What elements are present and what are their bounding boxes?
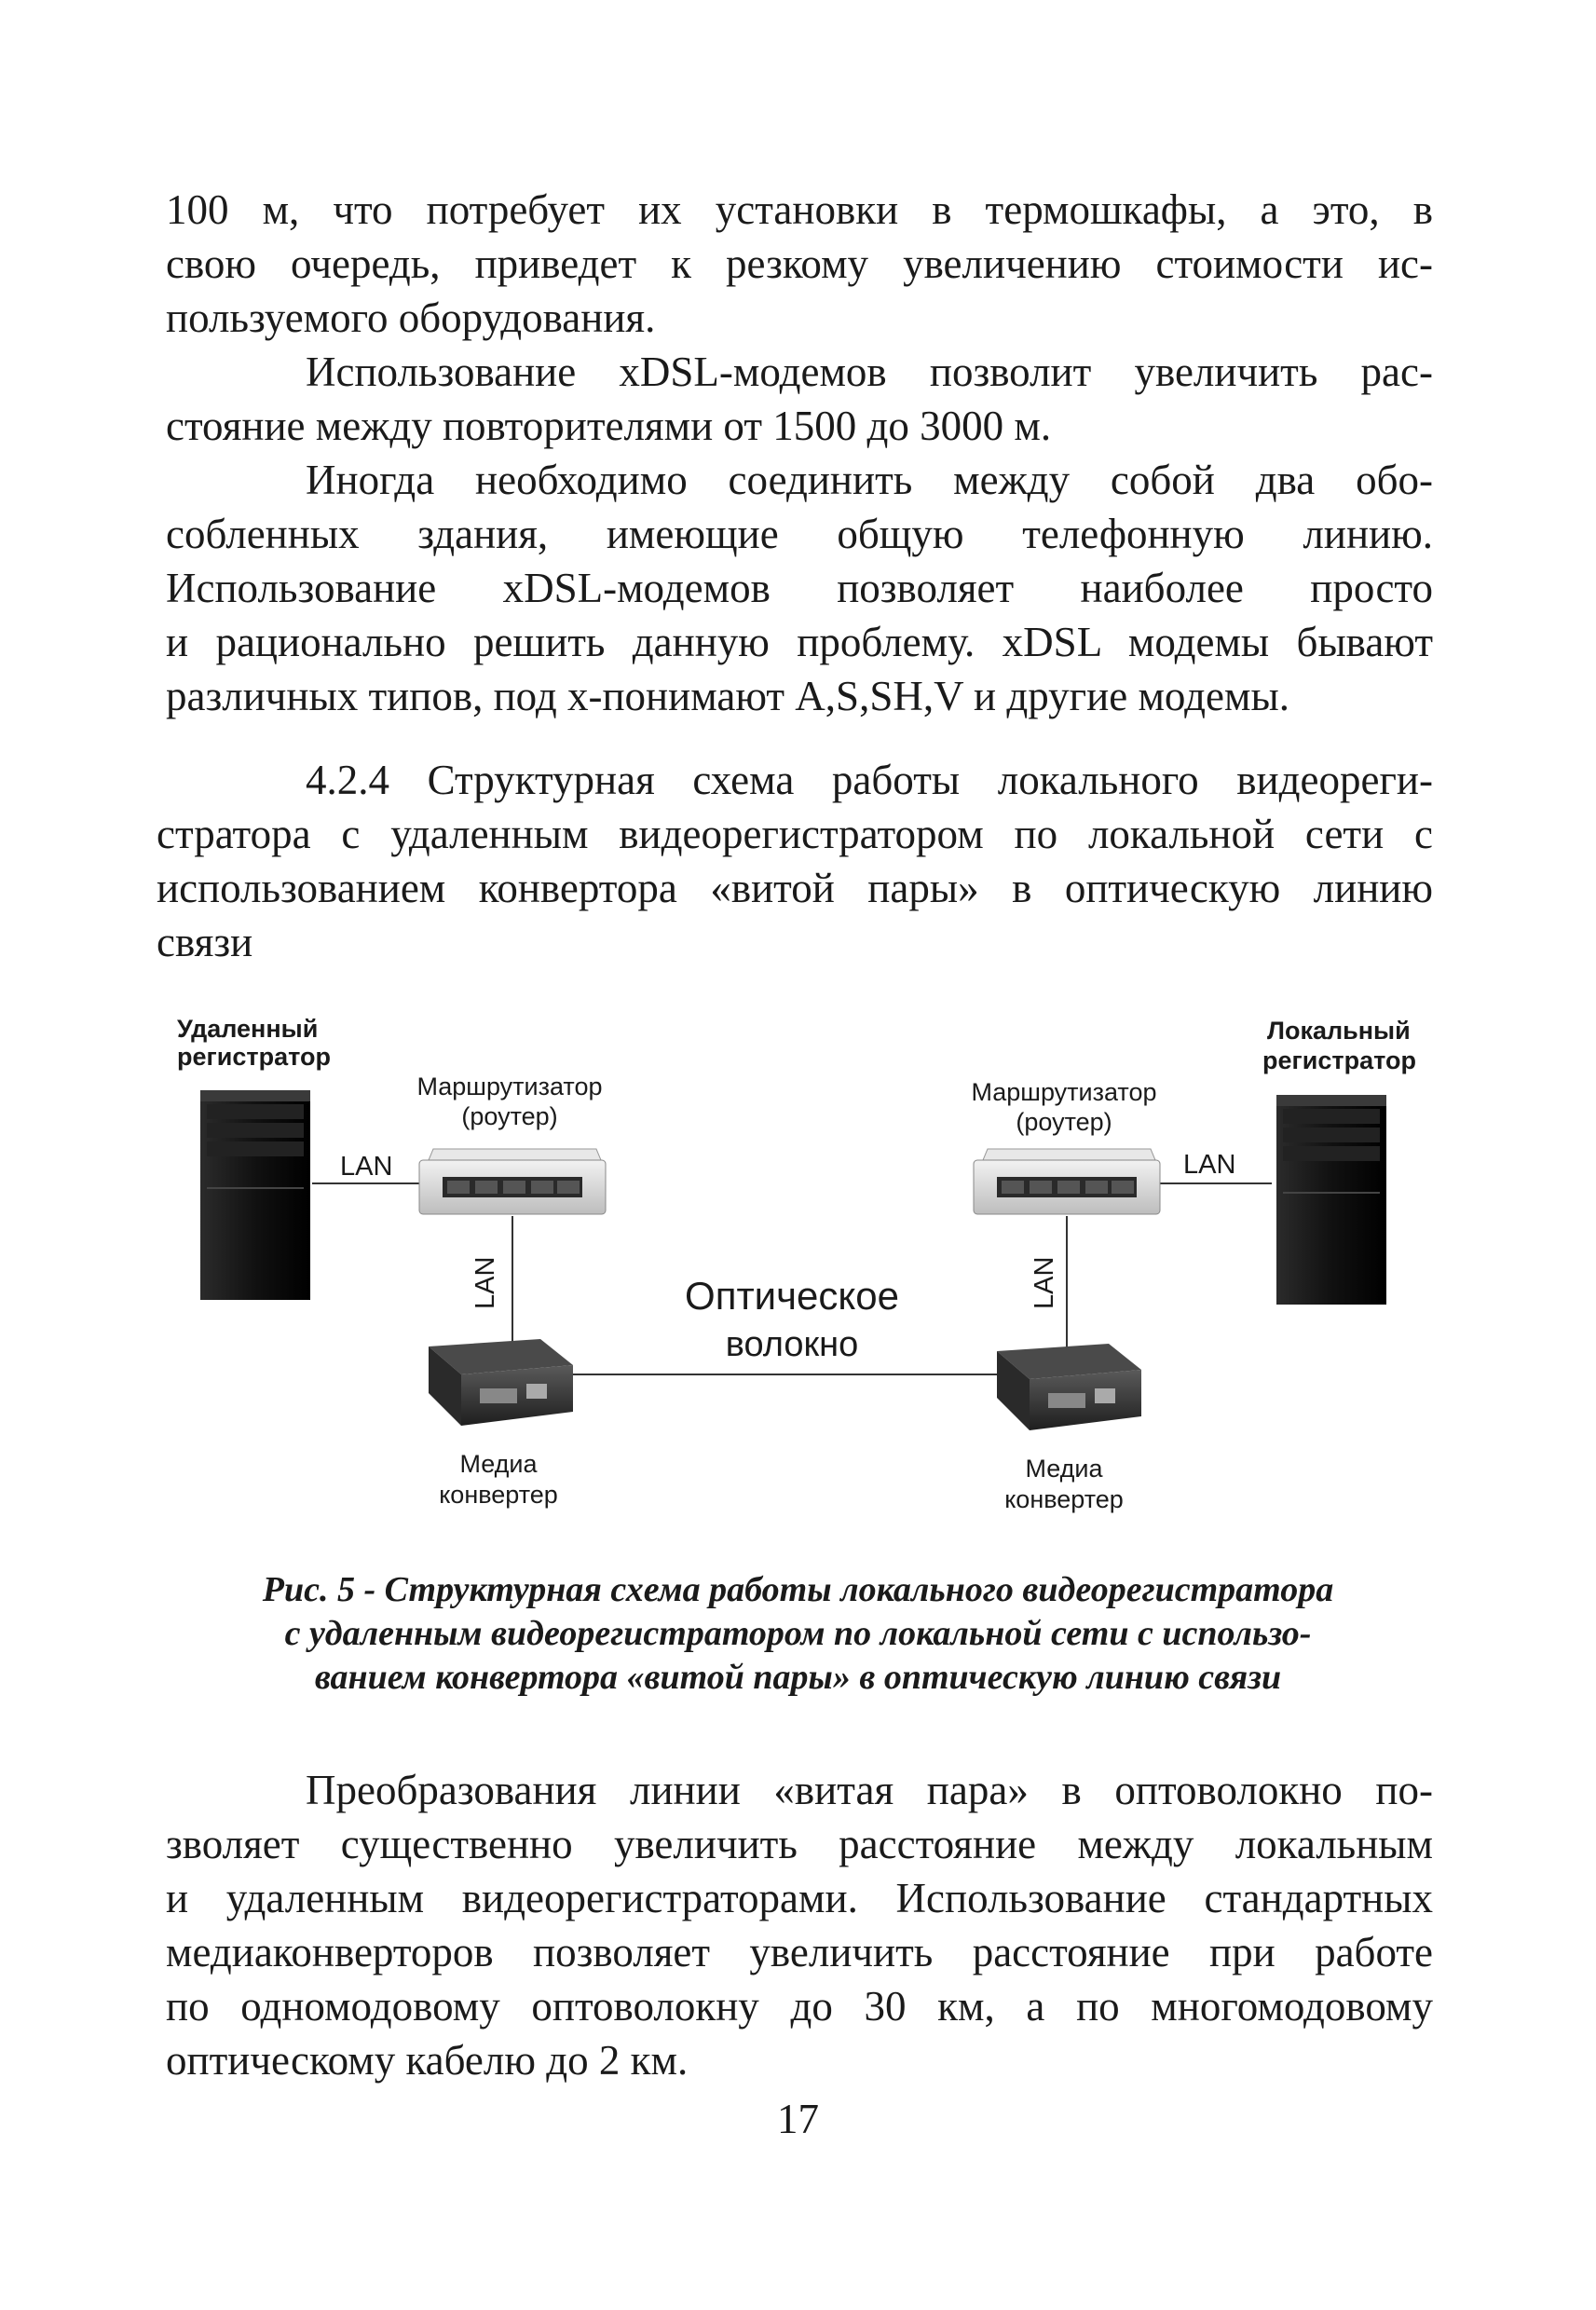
remote-recorder-label-2: регистратор [177,1043,331,1071]
text-line: и удаленным видеорегистраторами. Использование стандартных [166,1875,1433,1921]
text-line: стояние между повторителями от 1500 до 3000 м. [166,403,1052,449]
figure-caption [149,1568,1447,1700]
paragraph-2 [166,345,1433,453]
fiber-label-2: волокно [725,1325,859,1364]
router-left-label-2: (роутер) [461,1102,558,1130]
lan-label-right: LAN [1183,1150,1236,1180]
router-left-label-1: Маршрутизатор [416,1073,603,1100]
media-converter-left-icon [429,1339,573,1426]
caption-line: с удаленным видеорегистратором по локальной сети с использо- [284,1614,1312,1653]
text-line: Использование xDSL-модемов позволяет наиболее просто [166,565,1433,611]
router-right-label-2: (роутер) [1016,1108,1112,1136]
section-heading [157,753,1433,969]
router-right-label-1: Маршрутизатор [971,1078,1157,1106]
text-line: связи [157,919,253,965]
router-left-icon [419,1149,606,1214]
text-line: оптическому кабелю до 2 км. [166,2037,689,2084]
text-line: собленных здания, имеющие общую телефонную линию. [166,511,1433,557]
local-recorder-label-2: регистратор [1262,1046,1416,1074]
text-line: 100 м, что потребует их установки в термошкафы, а это, в [166,186,1433,233]
text-line: различных типов, под x-понимают A,S,SH,V и другие модемы. [166,673,1289,719]
text-line: зволяет существенно увеличить расстояние между локальным [166,1821,1433,1867]
text-line: стратора с удаленным видеорегистратором по локальной сети с [157,811,1433,857]
remote-recorder-label-1: Удаленный [177,1015,319,1043]
caption-line: Рис. 5 - Структурная схема работы локального видеорегистратора [262,1570,1334,1609]
text-line: и рационально решить данную проблему. xDSL модемы бывают [166,619,1433,665]
text-line: Иногда необходимо соединить между собой два обо- [306,457,1433,503]
local-recorder-label-1: Локальный [1267,1017,1411,1045]
text-line: пользуемого оборудования. [166,294,656,341]
text-line: медиаконверторов позволяет увеличить расстояние при работе [166,1929,1433,1975]
text-line: 4.2.4 Структурная схема работы локального видеореги- [306,757,1433,803]
converter-right-label-1: Медиа [1025,1455,1103,1483]
local-recorder-tower-icon [1276,1095,1386,1305]
lan-label-left: LAN [340,1152,393,1182]
media-converter-right-icon [997,1344,1141,1430]
converter-right-label-2: конвертер [1004,1485,1124,1513]
network-diagram [149,1002,1453,1542]
router-right-icon [974,1149,1160,1214]
text-line: Преобразования линии «витая пара» в оптоволокно по- [306,1767,1433,1813]
converter-left-label-1: Медиа [459,1450,538,1478]
remote-recorder-tower-icon [200,1090,310,1300]
text-line: по одномодовому оптоволокну до 30 км, а по многомодовому [166,1983,1433,2030]
lan-label-right-vertical: LAN [1030,1256,1059,1309]
paragraph-1 [166,183,1433,345]
text-line: свою очередь, приведет к резкому увеличению стоимости ис- [166,240,1433,287]
paragraph-5 [166,1763,1433,2087]
caption-line: ванием конвертора «витой пары» в оптическую линию связи [314,1658,1282,1697]
text-line: Использование xDSL-модемов позволит увеличить рас- [306,349,1433,395]
converter-left-label-2: конвертер [439,1481,558,1509]
page-number: 17 [777,2096,819,2142]
lan-label-left-vertical: LAN [471,1256,500,1309]
fiber-label-1: Оптическое [685,1274,899,1318]
paragraph-3 [166,453,1433,723]
text-line: использованием конвертора «витой пары» в оптическую линию [157,865,1433,911]
